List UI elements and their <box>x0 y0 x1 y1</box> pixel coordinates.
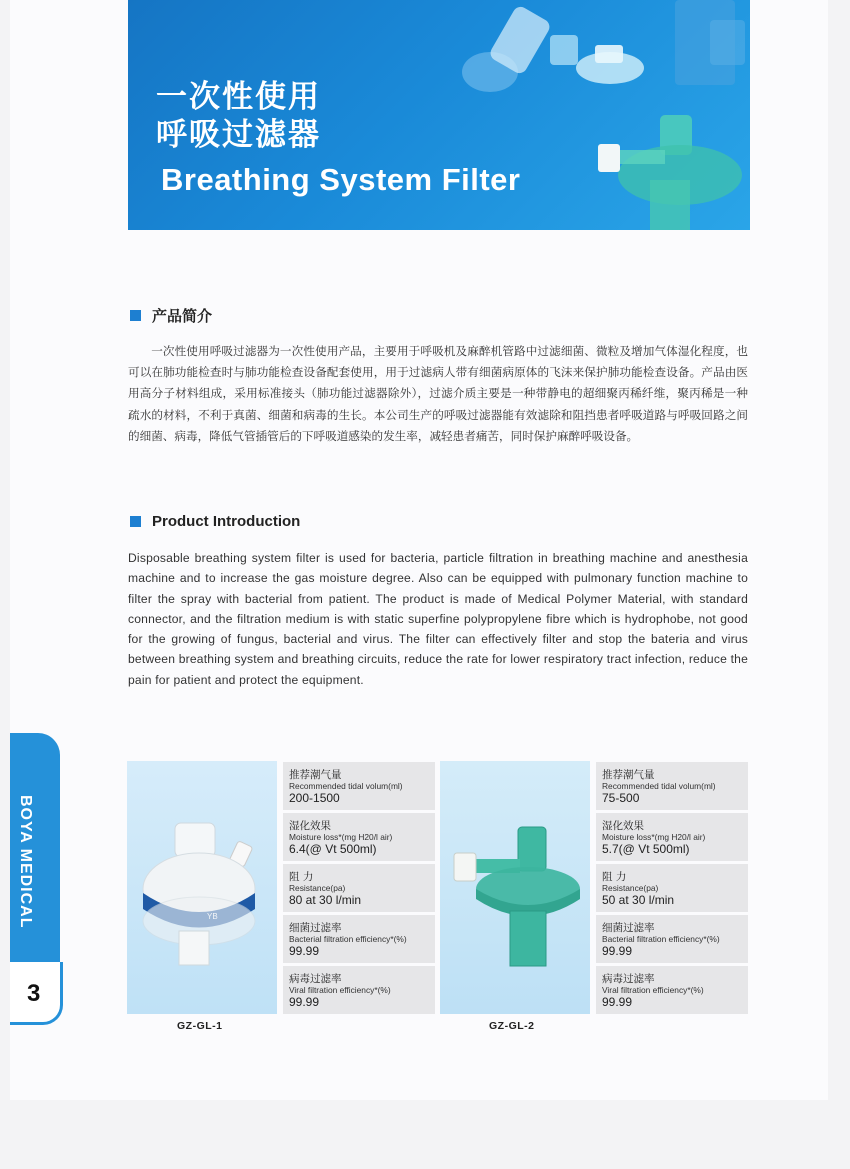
spec-cell <box>283 915 435 963</box>
intro-paragraph-cn: 一次性使用呼吸过滤器为一次性使用产品，主要用于呼吸机及麻醉机管路中过滤细菌、微粒及增加气体湿化程度，也可以在肺功能检查时与肺功能检查设备配套使用，用于过滤病人带有细菌病原体的飞沫来保护肺功能检查设备。产品由医用高分子材料组成，采用标准接头（肺功能过滤器除外），过滤介质主要是一种带静电的超细聚丙稀纤维，聚丙稀是一种疏水的材料，不利于真菌、细菌和病毒的生长。本公司生产的呼吸过滤器能有效滤除和阻挡患者呼吸道路与呼吸回路之间的细菌、病毒，降低气管插管后的下呼吸道感染的发生率，减轻患者痛苦，同时保护麻醉呼吸设备。 <box>128 344 748 443</box>
title-cn-line2: 呼吸过滤器 <box>156 117 321 153</box>
section-title-cn: 产品简介 <box>152 308 213 325</box>
spec-value: 99.99 <box>602 944 633 958</box>
spec-label-cn: 推荐潮气量 <box>602 769 655 781</box>
spec-cell <box>283 966 435 1014</box>
heading-square-icon <box>130 516 141 527</box>
spec-cell <box>283 762 435 810</box>
spec-label-cn: 阻 力 <box>602 871 627 883</box>
spec-label-cn: 推荐潮气量 <box>289 769 342 781</box>
spec-label-cn: 细菌过滤率 <box>289 922 342 934</box>
spec-value: 5.7(@ Vt 500ml) <box>602 842 690 856</box>
brand-name: BOYA MEDICAL <box>17 795 34 929</box>
spec-value: 50 at 30 l/min <box>602 893 675 907</box>
spec-label-cn: 病毒过滤率 <box>602 973 655 985</box>
spec-value: 99.99 <box>289 944 320 958</box>
spec-value: 75-500 <box>602 791 640 805</box>
spec-label-cn: 湿化效果 <box>289 820 331 832</box>
spec-label-en: Bacterial filtration efficiency*(%) <box>289 934 407 944</box>
product-title-english: Breathing System Filter <box>161 162 521 197</box>
title-cn-line1: 一次性使用 <box>156 79 321 115</box>
spec-label-cn: 阻 力 <box>289 871 314 883</box>
heading-square-icon <box>130 310 141 321</box>
spec-label-cn: 湿化效果 <box>602 820 644 832</box>
gz-gl-1-product-image <box>127 761 277 1014</box>
spec-label-en: Recommended tidal volum(ml) <box>602 781 716 791</box>
spec-cell <box>283 864 435 912</box>
spec-cell <box>596 813 748 861</box>
spec-label-en: Moisture loss*(mg H20/l air) <box>602 832 706 842</box>
product-title-chinese <box>156 78 321 154</box>
spec-value: 99.99 <box>289 995 320 1009</box>
spec-cell <box>596 864 748 912</box>
section-heading-en <box>130 513 300 530</box>
spec-label-cn: 细菌过滤率 <box>602 922 655 934</box>
spec-label-en: Resistance(pa) <box>289 883 346 893</box>
spec-label-en: Viral filtration efficiency*(%) <box>289 985 391 995</box>
spec-cell <box>596 915 748 963</box>
model-label-gz-gl-2: GZ-GL-2 <box>489 1020 535 1032</box>
spec-label-en: Viral filtration efficiency*(%) <box>602 985 704 995</box>
section-title-en: Product Introduction <box>152 513 301 530</box>
gz-gl-2-spec-table <box>596 762 748 1017</box>
gz-gl-1-spec-table <box>283 762 435 1017</box>
spec-value: 6.4(@ Vt 500ml) <box>289 842 377 856</box>
gz-gl-2-product-image <box>440 761 590 1014</box>
spec-label-en: Recommended tidal volum(ml) <box>289 781 403 791</box>
spec-label-en: Resistance(pa) <box>602 883 659 893</box>
spec-label-en: Bacterial filtration efficiency*(%) <box>602 934 720 944</box>
spec-value: 99.99 <box>602 995 633 1009</box>
spec-cell <box>283 813 435 861</box>
section-heading-cn <box>130 305 212 326</box>
model-label-gz-gl-1: GZ-GL-1 <box>177 1020 223 1032</box>
spec-cell <box>596 966 748 1014</box>
header-banner <box>128 0 750 230</box>
page-number: 3 <box>27 980 41 1007</box>
intro-paragraph-en: Disposable breathing system filter is used for bacteria, particle filtration in breathing machine and anesthesia machine and to increase the gas moisture degree. Also can be equipped with pulmonary function machine to filter the spray with bacterial from patient. The product is made of Medical Polymer Material, with standard connector, and the filtration medium is with static superfine polypropylene fibre which is hydrophobe, not good for the growing of fungus, bacterial and virus. The filter can effectively filter and stop the bateria and virus between breathing system and breathing circuits, reduce the rate for lower respiratory tract infection, reduce the pain for patient and protect the equipment. <box>128 551 748 687</box>
spec-value: 200-1500 <box>289 791 340 805</box>
spec-value: 80 at 30 l/min <box>289 893 362 907</box>
spec-label-cn: 病毒过滤率 <box>289 973 342 985</box>
spec-label-en: Moisture loss*(mg H20/l air) <box>289 832 393 842</box>
spec-cell <box>596 762 748 810</box>
